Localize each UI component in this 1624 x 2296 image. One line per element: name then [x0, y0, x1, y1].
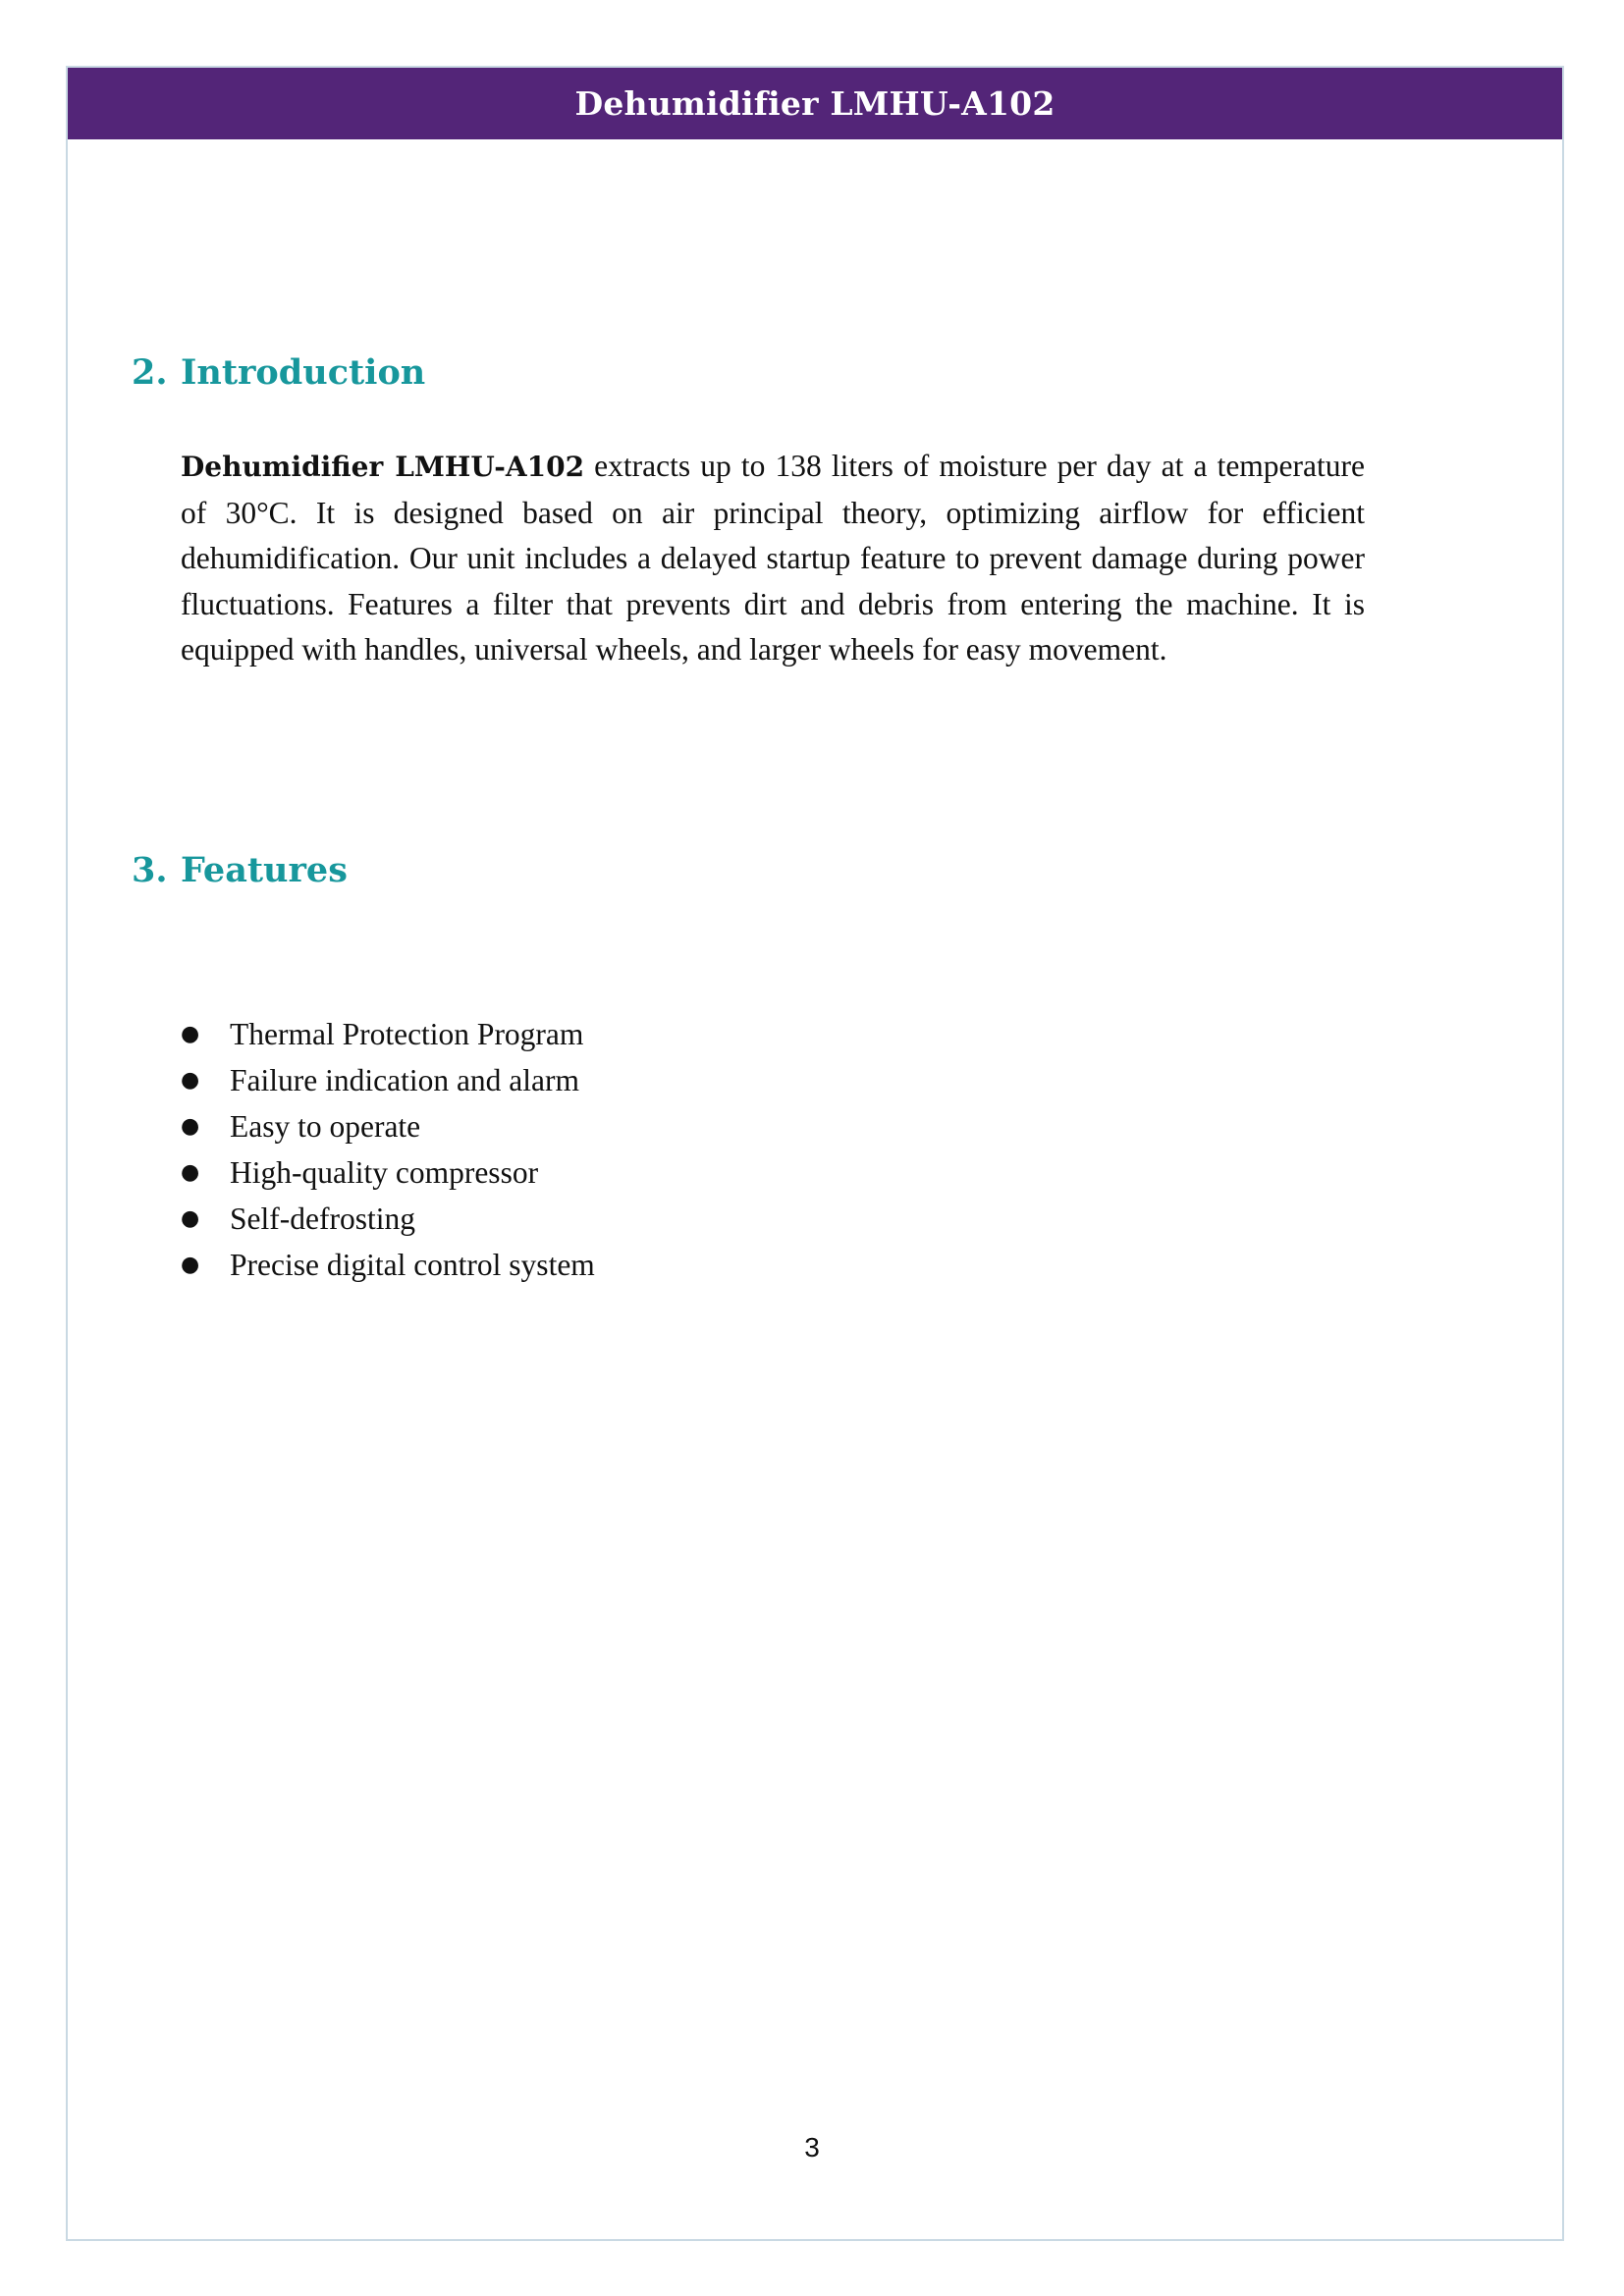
feature-text: High-quality compressor: [230, 1155, 539, 1190]
bullet-icon: ●: [181, 1068, 200, 1093]
page-number: 3: [804, 2132, 820, 2163]
header-bar: [68, 68, 1562, 139]
features-list: [181, 1011, 595, 1288]
bullet-icon: ●: [181, 1206, 200, 1231]
list-item: [181, 1057, 595, 1103]
feature-text: Easy to operate: [230, 1109, 421, 1144]
list-item: [181, 1196, 595, 1242]
bullet-icon: ●: [181, 1022, 200, 1046]
list-item: [181, 1242, 595, 1288]
introduction-paragraph: [181, 444, 1365, 673]
header-title: Dehumidifier LMHU-A102: [574, 84, 1056, 123]
list-item: [181, 1103, 595, 1149]
features-heading-number: 3.: [132, 850, 168, 890]
introduction-heading: [132, 352, 425, 393]
bullet-icon: ●: [181, 1114, 200, 1139]
introduction-body: extracts up to 138 liters of moisture per day at a temperature of 30°C. It is designed based on air principal theory, optimizing airflow for efficient dehumidification. Our unit includes a delayed startup feature to prevent damage during power fluctuations. Features a filter that prevents dirt and debris from entering the machine. It is equipped with handles, universal wheels, and larger wheels for easy movement.: [181, 449, 1365, 667]
feature-text: Thermal Protection Program: [230, 1017, 584, 1051]
bullet-icon: ●: [181, 1160, 200, 1185]
list-item: [181, 1011, 595, 1057]
bullet-icon: ●: [181, 1253, 200, 1277]
features-heading: [132, 850, 348, 890]
introduction-heading-number: 2.: [132, 352, 168, 393]
features-heading-text: Features: [181, 850, 348, 890]
feature-text: Precise digital control system: [230, 1248, 595, 1282]
feature-text: Self-defrosting: [230, 1201, 415, 1236]
list-item: [181, 1149, 595, 1196]
product-name: Dehumidifier LMHU-A102: [181, 451, 585, 483]
feature-text: Failure indication and alarm: [230, 1063, 580, 1097]
introduction-heading-text: Introduction: [181, 352, 426, 393]
